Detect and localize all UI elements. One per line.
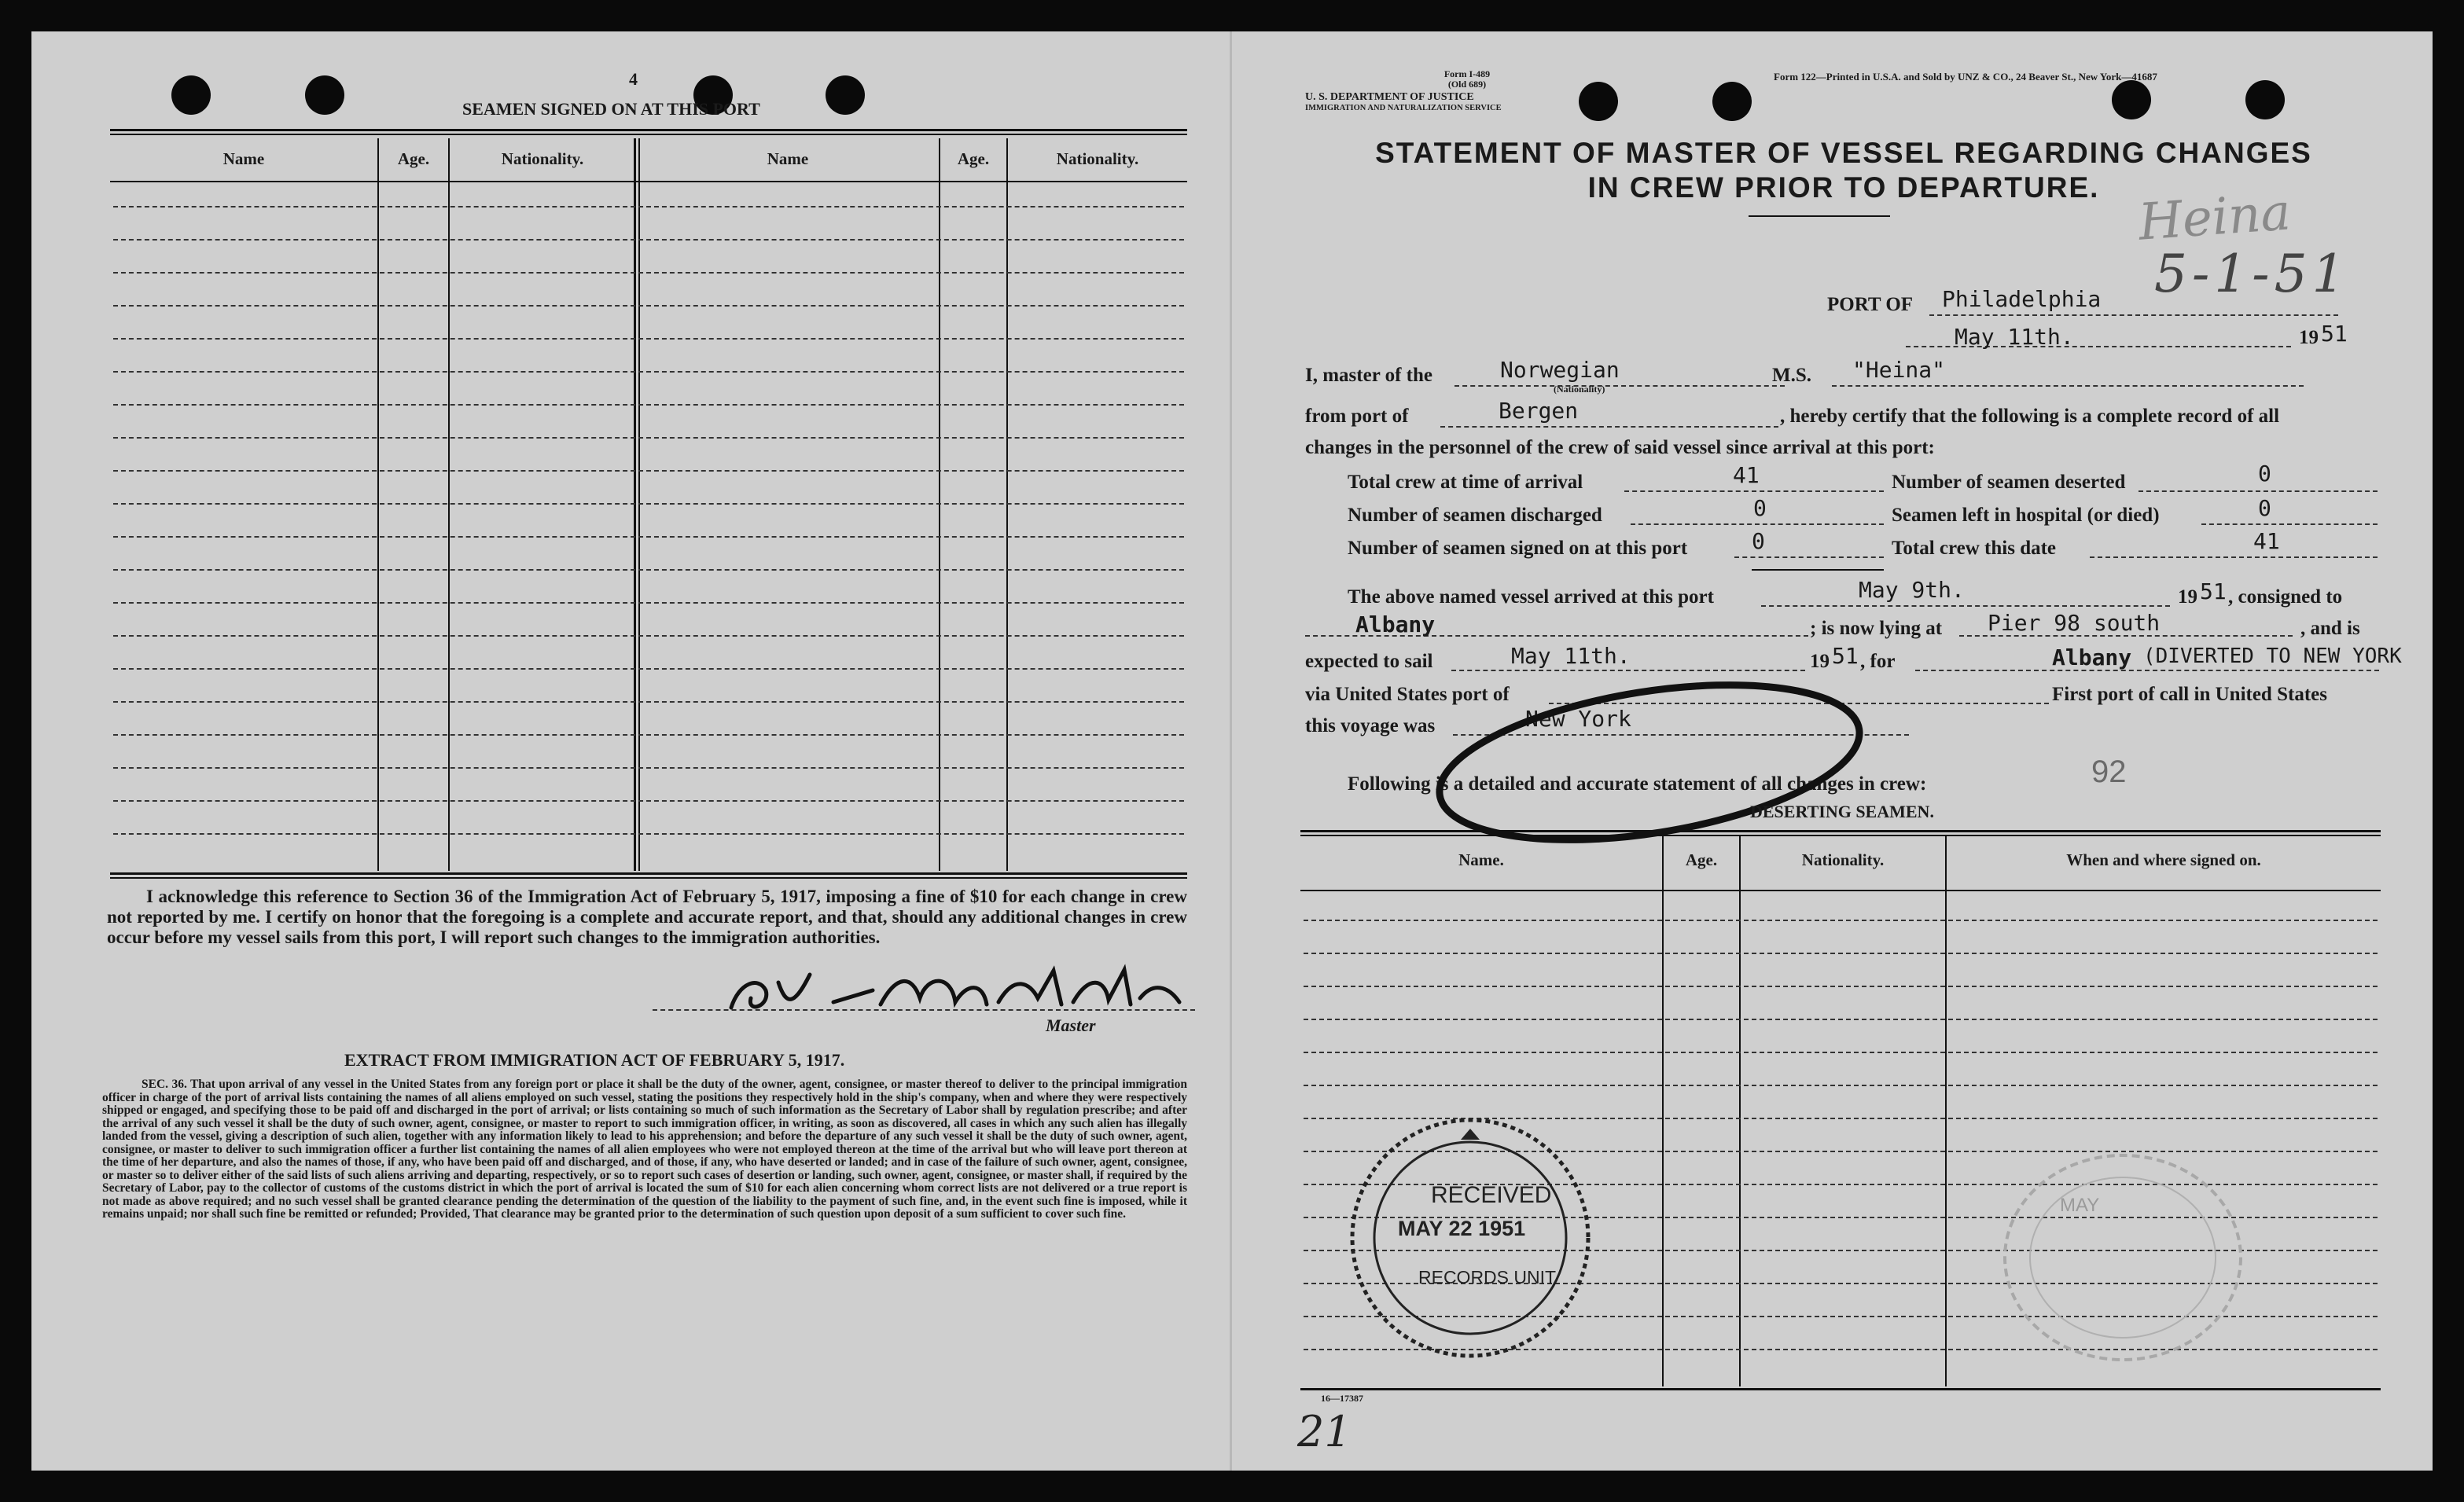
vessel-type: M.S.	[1772, 365, 1811, 386]
blank-row-line	[113, 767, 1184, 769]
arrived-label: The above named vessel arrived at this port	[1348, 586, 1714, 608]
deserting-header-rule	[1300, 890, 2381, 891]
deserting-table-top	[1300, 835, 2381, 836]
table-top-rule	[110, 134, 1187, 135]
blank-row-line	[113, 569, 1184, 571]
certify-text-2: changes in the personnel of the crew of said vessel since arrival at this port:	[1305, 437, 1935, 458]
certify-text: , hereby certify that the following is a complete record of all	[1780, 406, 2280, 427]
discharged-count: 0	[1753, 495, 1767, 521]
punch-hole	[2112, 80, 2151, 119]
year-value: 51	[2321, 321, 2348, 347]
nationality-line	[1454, 385, 1785, 387]
desert-col-nationality: Nationality.	[1801, 850, 1885, 869]
title-underline	[1749, 215, 1890, 217]
blank-row-line	[1304, 1052, 2378, 1053]
blank-row-line	[1304, 986, 2378, 987]
col-age: Age.	[397, 149, 430, 168]
master-signature	[715, 959, 1203, 1022]
for-label: , for	[1860, 651, 1896, 672]
blank-row-line	[113, 701, 1184, 703]
voyage-label: this voyage was	[1305, 715, 1436, 736]
blank-row-line	[1304, 920, 2378, 921]
form-title-line2: IN CREW PRIOR TO DEPARTURE.	[1587, 171, 2100, 204]
faded-stamp-text: MAY	[2060, 1195, 2100, 1216]
department-name: U. S. DEPARTMENT OF JUSTICE	[1305, 91, 1474, 103]
page-number: 4	[629, 69, 638, 89]
stamp-date: MAY 22 1951	[1398, 1217, 1526, 1240]
form-old-number: (Old 689)	[1447, 79, 1487, 90]
blank-row-line	[113, 338, 1184, 340]
punch-hole	[1579, 82, 1618, 121]
consignee: Albany	[1355, 611, 1436, 637]
signed-on-count: 0	[1752, 528, 1765, 554]
punch-hole	[826, 75, 865, 115]
nationality-value: Norwegian	[1500, 357, 1620, 383]
via-label: via United States port of	[1305, 684, 1510, 705]
blank-row-line	[113, 734, 1184, 736]
blank-row-line	[1304, 1085, 2378, 1086]
col-divider	[1662, 836, 1664, 1386]
blank-row-line	[113, 833, 1184, 835]
consigned-label: , consigned to	[2228, 586, 2343, 608]
hospital-label: Seamen left in hospital (or died)	[1892, 505, 2160, 526]
form-number-block	[1412, 69, 1522, 90]
desert-col-name: Name.	[1458, 850, 1504, 869]
blank-row-line	[113, 800, 1184, 802]
from-port-value: Bergen	[1499, 398, 1579, 424]
sail-year: 51	[1832, 643, 1859, 669]
faded-stamp	[1981, 1132, 2264, 1383]
deserted-label: Number of seamen deserted	[1892, 472, 2126, 493]
blank-row-line	[1304, 1019, 2378, 1020]
via-value: -	[1719, 673, 1732, 699]
total-crew-date-line	[2090, 556, 2378, 558]
arrived-year-prefix: 19	[2178, 586, 2197, 608]
from-port-line	[1440, 426, 1778, 428]
sail-year-prefix: 19	[1810, 651, 1830, 672]
punch-hole	[305, 75, 344, 115]
service-name: IMMIGRATION AND NATURALIZATION SERVICE	[1305, 104, 1502, 112]
col-divider	[1945, 836, 1947, 1386]
handwritten-date: 5-1-51	[2154, 244, 2350, 304]
blank-row-line	[113, 536, 1184, 538]
signed-on-heading: SEAMEN SIGNED ON AT THIS PORT	[462, 99, 760, 119]
deserting-table-bottom	[1300, 1388, 2381, 1390]
total-crew-arrival-line	[1624, 490, 1884, 492]
destination-line	[1915, 670, 2379, 671]
first-port-label: First port of call in United States	[2052, 684, 2327, 705]
lying-label: ; is now lying at	[1810, 618, 1943, 639]
port-of-line	[1929, 314, 2338, 316]
sail-date: May 11th.	[1511, 643, 1631, 669]
punch-hole	[2245, 80, 2285, 119]
deserting-heading: DESERTING SEAMEN.	[1750, 802, 1934, 821]
acknowledgment-text: I acknowledge this reference to Section 36 of the Immigration Act of February 5, 1917, imposing a fine of $10 for each change in crew not reported by me. I certify on honor that the foregoing is a complete and accurate report, and that, should any additional changes in crew occur before my vessel sails from this port, I will report such changes to the immigration authorities.	[107, 887, 1187, 947]
deserted-line	[2139, 490, 2378, 492]
blank-row-line	[113, 602, 1184, 604]
pier-value: Pier 98 south	[1988, 610, 2161, 636]
col-divider	[1006, 138, 1008, 871]
sail-date-line	[1451, 670, 1805, 671]
signed-on-line	[1734, 556, 1884, 558]
table-bottom-rule	[110, 877, 1187, 879]
table-bottom-rule	[110, 872, 1187, 875]
port-of-value: Philadelphia	[1942, 286, 2102, 312]
blank-row-line	[1304, 953, 2378, 954]
master-label: Master	[1046, 1015, 1096, 1035]
stamp-number: 92	[2091, 755, 2127, 789]
col-name-2: Name	[767, 149, 809, 168]
form-title-line1: STATEMENT OF MASTER OF VESSEL REGARDING CHANGES	[1375, 137, 2312, 169]
col-age-2: Age.	[957, 149, 990, 168]
destination: Albany	[2052, 645, 2132, 670]
expected-label: expected to sail	[1305, 651, 1433, 672]
year-prefix: 19	[2299, 327, 2319, 348]
form-number: Form I-489	[1443, 68, 1491, 79]
from-port-label: from port of	[1305, 406, 1409, 427]
signed-on-label: Number of seamen signed on at this port	[1348, 538, 1688, 559]
col-nationality: Nationality.	[501, 149, 584, 168]
blank-row-line	[113, 635, 1184, 637]
blank-row-line	[113, 305, 1184, 307]
date-value: May 11th.	[1955, 324, 2074, 350]
punch-hole	[171, 75, 211, 115]
margin-mark: 21	[1297, 1407, 1352, 1456]
col-divider	[939, 138, 940, 871]
nationality-caption: (Nationality)	[1554, 384, 1605, 395]
total-crew-date-label: Total crew this date	[1892, 538, 2057, 559]
vessel-name: "Heina"	[1852, 357, 1946, 383]
col-name: Name	[222, 149, 265, 168]
stamp-records-unit: RECORDS UNIT	[1418, 1267, 1557, 1287]
hospital-count: 0	[2258, 495, 2271, 521]
blank-row-line	[113, 503, 1184, 505]
discharged-label: Number of seamen discharged	[1348, 505, 1602, 526]
total-crew-date: 41	[2253, 528, 2280, 554]
discharged-line	[1631, 523, 1884, 525]
port-of-label: PORT OF	[1827, 294, 1914, 315]
arrived-date: May 9th.	[1859, 577, 1965, 603]
blank-row-line	[113, 470, 1184, 472]
desert-col-age: Age.	[1685, 850, 1718, 869]
col-divider	[638, 138, 640, 871]
form-code: 16—17387	[1321, 1393, 1363, 1404]
blank-row-line	[113, 272, 1184, 274]
vessel-name-line	[1832, 385, 2304, 387]
printer-note: Form 122—Printed in U.S.A. and Sold by UNZ & CO., 24 Beaver St., New York—41687	[1774, 71, 2157, 83]
col-divider	[1739, 836, 1741, 1386]
punch-hole	[1712, 82, 1752, 121]
col-divider	[377, 138, 379, 871]
fold-line	[1230, 31, 1232, 1471]
blank-row-line	[113, 206, 1184, 207]
blank-row-line	[113, 668, 1184, 670]
counts-rule	[1752, 569, 1884, 571]
extract-title: EXTRACT FROM IMMIGRATION ACT OF FEBRUARY 5, 1917.	[344, 1050, 845, 1070]
document-sheet	[31, 31, 2433, 1471]
extract-text: SEC. 36. That upon arrival of any vessel in the United States from any foreign port or place it shall be the duty of the owner, agent, consignee, or master thereof to deliver to the principal immigration officer in charge of the port of arrival lists containing the names of all aliens employed on such vessel, stating the positions they respectively hold in the ship's company, when and where they were respectively shipped or engaged, and specifying those to be paid off and discharged in the port of arrival; or lists containing so much of such information as the Secretary of Labor shall by regulation prescribe; and after the arrival of any such vessel it shall be the duty of such owner, agent, consignee, or master to report to such immigration officer, in writing, as soon as discovered, all cases in which any such alien has illegally landed from the vessel, giving a description of such alien, together with any information likely to lead to his apprehension; and before the departure of any such vessel it shall be the duty of such owner, agent, consignee, or master to deliver to such immigration officer a further list containing the names of all alien employees who were not employed thereon at the time of the arrival but who will leave port thereon at the time of her departure, and also the names of those, if any, who have been paid off and discharged, and of those, if any, who have deserted or landed; and in case of the failure of such owner, agent, consignee, or master so to deliver either of the said lists of such aliens arriving and departing, respectively, or so to report such cases of desertion or landing, such owner, agent, consignee, or master shall, if required by the Secretary of Labor, pay to the collector of customs of the customs district in which the port of arrival is located the sum of $10 for each alien concerning whom correct lists are not delivered or a true report is not made as above required; and no such vessel shall be granted clearance pending the determination of the question of the liability to the payment of such fine, and, in the event such fine is imposed, while it remains unpaid; nor shall such fine be remitted or refunded; Provided, That clearance may be granted prior to the determination of such question upon deposit of a sum sufficient to cover such fine.	[102, 1078, 1187, 1221]
diverted-note: (DIVERTED TO NEW YORK	[2143, 645, 2402, 668]
total-crew-arrival-label: Total crew at time of arrival	[1348, 472, 1583, 493]
table-top-rule	[110, 129, 1187, 131]
col-divider	[634, 138, 636, 871]
blank-row-line	[113, 404, 1184, 406]
deserting-table-top	[1300, 830, 2381, 832]
hospital-line	[2201, 523, 2378, 525]
and-is-label: , and is	[2300, 618, 2360, 639]
col-divider	[448, 138, 450, 871]
blank-row-line	[113, 239, 1184, 241]
handwritten-vessel-name: Heina	[2136, 183, 2293, 252]
blank-row-line	[113, 437, 1184, 439]
deserted-count: 0	[2258, 461, 2271, 487]
master-of-label: I, master of the	[1305, 365, 1432, 386]
table-header-rule	[110, 181, 1187, 182]
total-crew-arrival: 41	[1733, 462, 1760, 488]
following-label: Following is a detailed and accurate statement of all changes in crew:	[1348, 773, 1927, 795]
stamp-received: RECEIVED	[1431, 1182, 1552, 1208]
col-nationality-2: Nationality.	[1056, 149, 1139, 168]
arrived-year: 51	[2200, 578, 2227, 604]
voyage-value: New York	[1525, 706, 1631, 732]
desert-col-signed-on: When and where signed on.	[2066, 850, 2261, 869]
blank-row-line	[113, 371, 1184, 373]
arrived-line	[1761, 605, 2170, 607]
